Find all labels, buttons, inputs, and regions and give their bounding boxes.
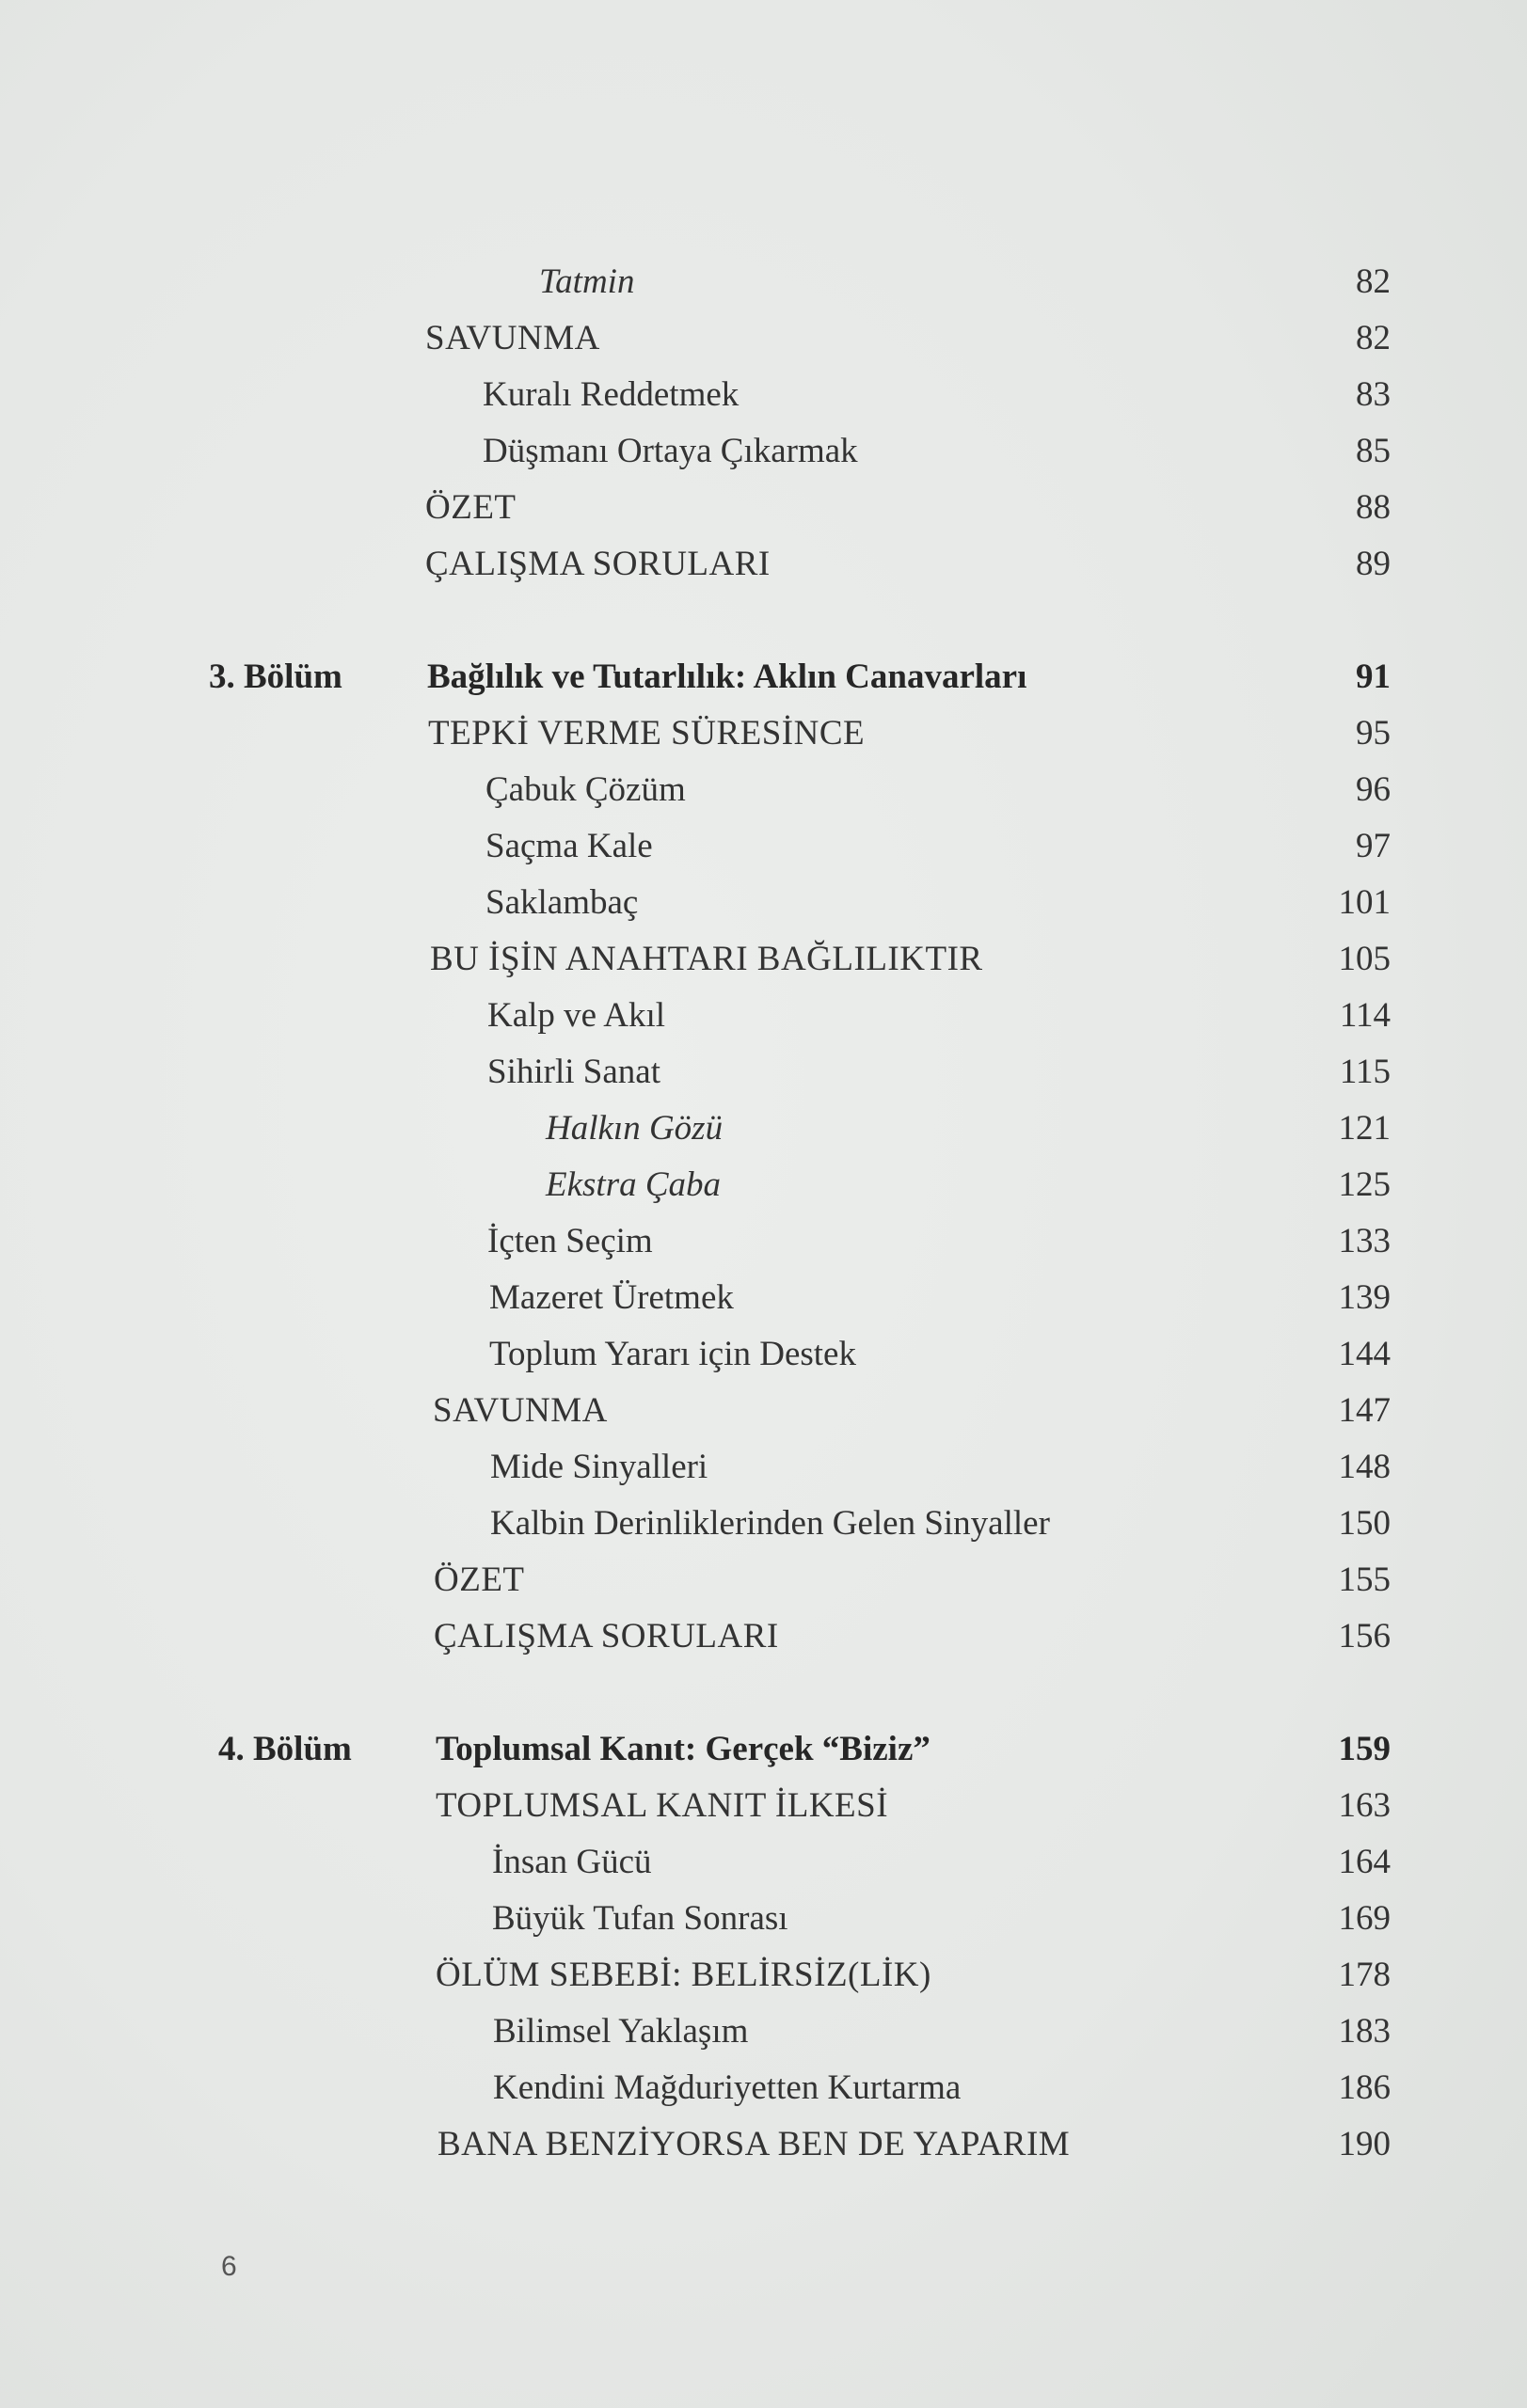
entry-title: ÖZET — [434, 1560, 525, 1599]
entry-title: Düşmanı Ortaya Çıkarmak — [483, 432, 858, 470]
entry-page: 164 — [1338, 1843, 1391, 1881]
entry-title: Kalp ve Akıl — [487, 996, 666, 1035]
entry-page: 163 — [1338, 1786, 1391, 1825]
entry-page: 91 — [1356, 657, 1391, 696]
entry-page: 83 — [1356, 375, 1391, 414]
toc-entry — [0, 1778, 1527, 1834]
entry-title: TEPKİ VERME SÜRESİNCE — [428, 714, 866, 752]
entry-page: 105 — [1338, 940, 1391, 978]
toc-entry — [0, 1044, 1527, 1101]
toc-entry — [0, 1439, 1527, 1496]
entry-page: 186 — [1338, 2068, 1391, 2107]
toc-entry — [0, 1947, 1527, 2004]
entry-title: Bilimsel Yaklaşım — [493, 2012, 749, 2051]
entry-page: 155 — [1338, 1560, 1391, 1599]
entry-page: 144 — [1338, 1335, 1391, 1373]
entry-title: Çabuk Çözüm — [485, 770, 686, 809]
entry-title: Saklambaç — [485, 883, 639, 922]
entry-title: ÇALIŞMA SORULARI — [434, 1617, 779, 1656]
entry-page: 147 — [1338, 1391, 1391, 1430]
entry-page: 169 — [1338, 1899, 1391, 1938]
toc-entry — [0, 1270, 1527, 1326]
chapter-title: Toplumsal Kanıt: Gerçek “Biziz” — [436, 1730, 931, 1768]
entry-title: SAVUNMA — [433, 1391, 608, 1430]
toc-entry — [0, 423, 1527, 480]
toc-entry — [0, 818, 1527, 875]
entry-title: Saçma Kale — [485, 827, 653, 865]
entry-page: 115 — [1339, 1053, 1391, 1091]
entry-title: Mide Sinyalleri — [490, 1448, 708, 1486]
entry-page: 148 — [1338, 1448, 1391, 1486]
entry-title: Büyük Tufan Sonrası — [492, 1899, 788, 1938]
entry-title: Toplum Yararı için Destek — [489, 1335, 856, 1373]
entry-page: 121 — [1338, 1109, 1391, 1148]
toc-entry — [0, 367, 1527, 423]
entry-page: 82 — [1356, 262, 1391, 301]
entry-title: Mazeret Üretmek — [489, 1278, 734, 1317]
toc-entry — [0, 1891, 1527, 1947]
entry-title: Kuralı Reddetmek — [483, 375, 740, 414]
entry-page: 101 — [1338, 883, 1391, 922]
entry-page: 190 — [1338, 2125, 1391, 2163]
toc-entry — [0, 762, 1527, 818]
toc-entry — [0, 2116, 1527, 2173]
chapter-label: 3. Bölüm — [209, 657, 342, 696]
entry-page: 183 — [1338, 2012, 1391, 2051]
toc-entry — [0, 1383, 1527, 1439]
entry-title: Kendini Mağduriyetten Kurtarma — [493, 2068, 962, 2107]
toc-entry — [0, 931, 1527, 988]
chapter-title: Bağlılık ve Tutarlılık: Aklın Canavarları — [427, 657, 1027, 696]
entry-page: 139 — [1338, 1278, 1391, 1317]
toc-entry — [0, 480, 1527, 536]
chapter-label: 4. Bölüm — [218, 1730, 352, 1768]
toc-entry — [0, 875, 1527, 931]
entry-title: Tatmin — [539, 262, 635, 301]
entry-page: 96 — [1356, 770, 1391, 809]
entry-page: 125 — [1338, 1165, 1391, 1204]
toc-entry — [0, 254, 1527, 310]
entry-page: 133 — [1338, 1222, 1391, 1260]
toc-entry — [0, 1834, 1527, 1891]
toc-chapter-entry — [0, 1721, 1527, 1778]
entry-title: BU İŞİN ANAHTARI BAĞLILIKTIR — [430, 940, 983, 978]
entry-page: 159 — [1338, 1730, 1391, 1768]
entry-title: BANA BENZİYORSA BEN DE YAPARIM — [437, 2125, 1071, 2163]
toc-entry — [0, 1552, 1527, 1608]
entry-title: ÖLÜM SEBEBİ: BELİRSİZ(LİK) — [436, 1956, 931, 1994]
toc-entry — [0, 1608, 1527, 1665]
entry-title: Ekstra Çaba — [546, 1165, 722, 1204]
toc-entry — [0, 1496, 1527, 1552]
entry-title: İnsan Gücü — [492, 1843, 652, 1881]
toc-entry — [0, 1157, 1527, 1213]
entry-title: ÇALIŞMA SORULARI — [425, 545, 771, 583]
entry-page: 178 — [1338, 1956, 1391, 1994]
entry-page: 82 — [1356, 319, 1391, 357]
entry-page: 88 — [1356, 488, 1391, 527]
entry-page: 156 — [1338, 1617, 1391, 1656]
toc-chapter-entry — [0, 649, 1527, 705]
entry-title: TOPLUMSAL KANIT İLKESİ — [436, 1786, 889, 1825]
entry-page: 97 — [1356, 827, 1391, 865]
entry-page: 89 — [1356, 545, 1391, 583]
entry-page: 114 — [1339, 996, 1391, 1035]
entry-title: Halkın Gözü — [546, 1109, 724, 1148]
entry-title: Kalbin Derinliklerinden Gelen Sinyaller — [490, 1504, 1050, 1543]
entry-title: İçten Seçim — [487, 1222, 653, 1260]
entry-title: ÖZET — [425, 488, 517, 527]
entry-page: 95 — [1356, 714, 1391, 752]
toc-entry — [0, 988, 1527, 1044]
entry-title: Sihirli Sanat — [487, 1053, 660, 1091]
toc-entry — [0, 1213, 1527, 1270]
toc-entry — [0, 2004, 1527, 2060]
toc-entry — [0, 310, 1527, 367]
toc-entry — [0, 705, 1527, 762]
page-number: 6 — [221, 2251, 237, 2282]
toc-entry — [0, 1101, 1527, 1157]
toc-entry — [0, 1326, 1527, 1383]
entry-page: 85 — [1356, 432, 1391, 470]
toc-entry — [0, 536, 1527, 593]
entry-page: 150 — [1338, 1504, 1391, 1543]
toc-entry — [0, 2060, 1527, 2116]
entry-title: SAVUNMA — [425, 319, 600, 357]
